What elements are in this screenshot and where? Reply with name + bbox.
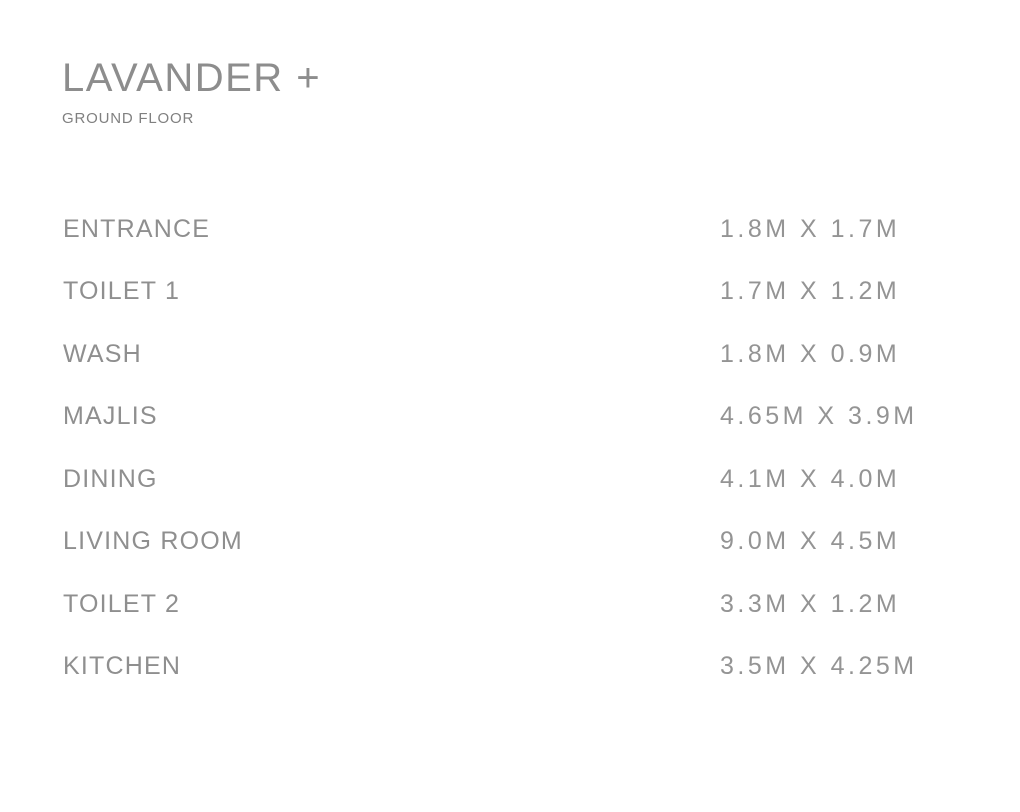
room-label: ENTRANCE	[63, 214, 211, 243]
room-dimensions: 4.1M X 4.0M	[720, 464, 901, 493]
room-label: LIVING ROOM	[63, 527, 243, 556]
room-row	[63, 511, 963, 574]
room-row	[63, 323, 963, 386]
room-dimensions: 9.0M X 4.5M	[720, 527, 901, 556]
room-dimension-list	[63, 198, 963, 698]
page-header	[62, 55, 321, 127]
page-subtitle: GROUND FLOOR	[62, 110, 195, 127]
room-row	[63, 573, 963, 636]
room-label: KITCHEN	[63, 652, 182, 681]
room-dimensions: 4.65M X 3.9M	[720, 402, 918, 431]
room-row	[63, 448, 963, 511]
room-row	[63, 386, 963, 449]
room-row	[63, 636, 963, 699]
room-dimensions: 3.3M X 1.2M	[720, 589, 901, 618]
room-dimensions: 1.7M X 1.2M	[720, 277, 901, 306]
room-dimensions: 3.5M X 4.25M	[720, 652, 918, 681]
room-row	[63, 261, 963, 324]
room-label: MAJLIS	[63, 402, 158, 431]
room-label: TOILET 2	[63, 589, 181, 618]
room-label: TOILET 1	[63, 277, 181, 306]
room-dimensions: 1.8M X 1.7M	[720, 214, 901, 243]
room-label: WASH	[63, 339, 142, 368]
page-title: LAVANDER +	[62, 56, 322, 100]
room-row	[63, 198, 963, 261]
room-dimensions: 1.8M X 0.9M	[720, 339, 901, 368]
room-label: DINING	[63, 464, 158, 493]
